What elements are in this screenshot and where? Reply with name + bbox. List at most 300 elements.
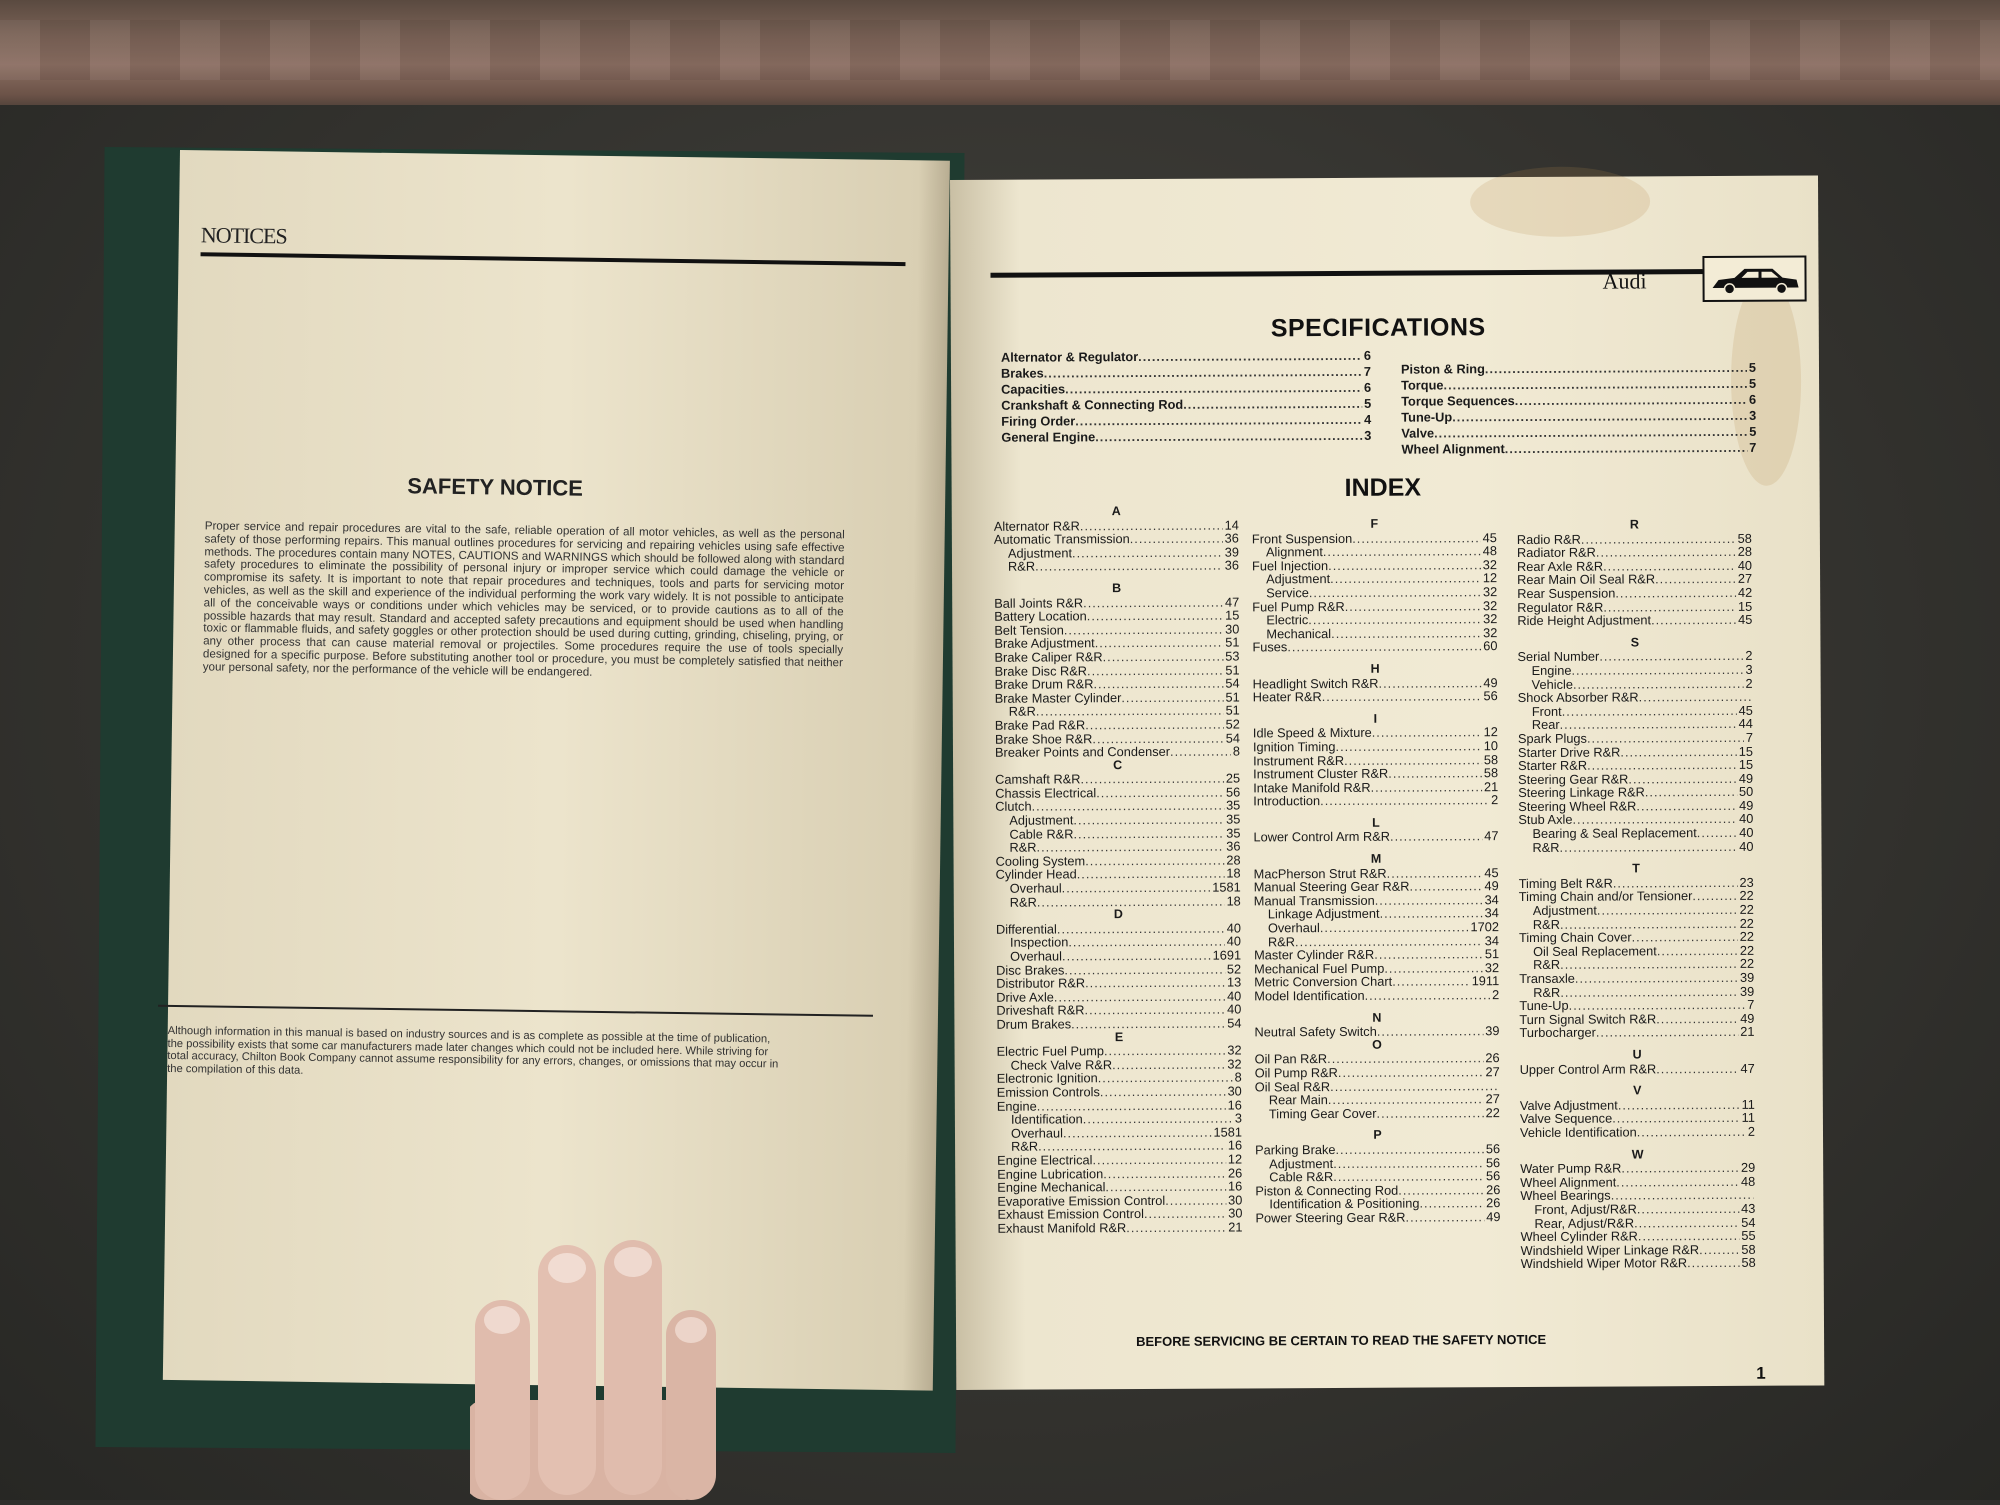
leader-dots <box>1098 1071 1233 1085</box>
entry-title: R&R <box>1532 916 1560 932</box>
leader-dots <box>1384 961 1483 975</box>
index-entry <box>1519 916 1754 931</box>
entry-title: Fuel Pump R&R <box>1252 598 1345 614</box>
entry-page-number: 52 <box>1225 716 1240 732</box>
leader-dots <box>1037 1098 1226 1113</box>
index-entry <box>1254 934 1499 949</box>
entry-page-number: 22 <box>1485 1104 1500 1120</box>
letter-heading-text: S <box>1630 635 1640 650</box>
leader-dots <box>1375 893 1483 907</box>
entry-page-number: 56 <box>1485 1154 1501 1170</box>
leader-dots <box>1452 408 1747 426</box>
entry-title: Oil Pump R&R <box>1254 1064 1338 1081</box>
index-entry <box>994 622 1239 637</box>
index-entry <box>997 1139 1242 1154</box>
index-letter-heading <box>994 581 1239 596</box>
entry-title: Instrument Cluster R&R <box>1253 765 1389 782</box>
leader-dots <box>1632 930 1738 944</box>
leader-dots <box>1073 826 1224 840</box>
leader-dots <box>1562 704 1737 719</box>
leader-dots <box>1103 1166 1226 1180</box>
index-entry <box>1252 531 1497 546</box>
leader-dots <box>1126 1220 1226 1234</box>
entry-title: Front, Adjust/R&R <box>1534 1201 1637 1217</box>
entry-title: Automatic Transmission <box>993 531 1130 547</box>
entry-page-number: 32 <box>1483 611 1498 627</box>
entry-title: Alignment <box>1265 544 1323 560</box>
entry-page-number: 3 <box>1745 661 1753 677</box>
entry-title: Headlight Switch R&R <box>1252 675 1379 691</box>
entry-title: Disc Brakes <box>996 962 1065 978</box>
leader-dots <box>1105 1180 1226 1194</box>
entry-title: Radiator R&R <box>1516 544 1596 561</box>
entry-page-number: 6 <box>1363 379 1372 395</box>
index-column-2 <box>1252 517 1501 1225</box>
car-icon <box>1702 256 1806 303</box>
entry-title: Tune-Up <box>1401 409 1453 425</box>
entry-page-number: 58 <box>1737 530 1752 546</box>
entry-title: Ball Joints R&R <box>994 594 1084 611</box>
entry-title: Piston & Ring <box>1400 361 1485 377</box>
index-entry <box>996 1003 1241 1018</box>
entry-page-number: 51 <box>1225 662 1240 678</box>
leader-dots <box>1387 866 1483 880</box>
leader-dots <box>1434 424 1747 442</box>
entry-title: Distributor R&R <box>996 975 1086 991</box>
leader-dots <box>1639 690 1751 704</box>
index-entry <box>997 1084 1242 1099</box>
leader-dots <box>1638 1229 1739 1243</box>
index-entry <box>1252 585 1497 600</box>
entry-title: Valve Sequence <box>1519 1110 1613 1127</box>
leader-dots <box>1130 532 1223 546</box>
entry-title: Brake Disc R&R <box>994 662 1088 679</box>
index-entry <box>1520 1061 1755 1076</box>
leader-dots <box>1104 1044 1225 1058</box>
leader-dots <box>1637 1202 1739 1216</box>
leader-dots <box>1087 609 1223 623</box>
entry-page-number: 8 <box>1232 743 1241 759</box>
entry-page-number: 32 <box>1482 584 1498 600</box>
entry-title: Timing Belt R&R <box>1518 875 1613 891</box>
entry-page-number: 47 <box>1224 594 1240 610</box>
leader-dots <box>1183 396 1362 413</box>
letter-heading-text: E <box>1114 1029 1124 1044</box>
leader-dots <box>1571 663 1743 677</box>
index-entry <box>995 663 1240 678</box>
leader-dots <box>1687 1256 1739 1270</box>
index-letter-heading <box>1255 1038 1500 1053</box>
index-entry <box>1521 1256 1756 1271</box>
leader-dots <box>1063 1125 1212 1139</box>
entry-page-number: 56 <box>1485 1141 1501 1157</box>
leader-dots <box>1080 518 1223 532</box>
water-stain <box>1470 166 1650 237</box>
entry-page-number: 32 <box>1227 1042 1242 1058</box>
entry-page-number: 21 <box>1228 1219 1243 1235</box>
leader-dots <box>1616 1175 1739 1189</box>
leader-dots <box>1103 650 1224 664</box>
index-letter-heading <box>1253 662 1498 677</box>
entry-title: Adjustment <box>1532 902 1597 918</box>
entry-page-number: 54 <box>1741 1214 1756 1230</box>
entry-title: Brake Pad R&R <box>994 717 1086 733</box>
footer-note: BEFORE SERVICING BE CERTAIN TO READ THE SAFETY NOTICE <box>1136 1331 1547 1350</box>
index-entry <box>1520 1215 1755 1230</box>
entry-page-number: 49 <box>1740 1010 1755 1026</box>
brand-label: Audi <box>1602 268 1647 294</box>
leader-dots <box>1323 544 1481 558</box>
entry-page-number: 40 <box>1739 838 1754 854</box>
entry-page-number: 56 <box>1483 688 1498 704</box>
leader-dots <box>1035 559 1223 574</box>
index-letter-heading <box>1252 517 1497 532</box>
index-entry <box>1255 1210 1500 1225</box>
entry-page-number: 45 <box>1738 611 1753 628</box>
entry-page-number: 52 <box>1226 961 1242 977</box>
entry-title: Manual Transmission <box>1253 892 1375 909</box>
entry-title: Electronic Ignition <box>996 1070 1098 1087</box>
index-entry <box>1517 649 1752 664</box>
leader-dots <box>1322 689 1482 703</box>
letter-heading-text: H <box>1370 661 1380 676</box>
index-entry <box>996 881 1241 896</box>
entry-title: Service <box>1266 585 1309 601</box>
specifications-list-left <box>1001 348 1371 446</box>
entry-title: Torque <box>1401 377 1444 393</box>
entry-page-number: 40 <box>1227 988 1242 1004</box>
leader-dots <box>1405 1210 1484 1224</box>
entry-page-number: 15 <box>1738 756 1754 772</box>
entry-page-number: 2 <box>1745 675 1753 691</box>
entry-title: Overhaul <box>1010 1125 1063 1141</box>
leader-dots <box>1112 1057 1225 1071</box>
entry-title: Wheel Alignment <box>1520 1174 1617 1190</box>
entry-title: Valve Adjustment <box>1519 1097 1618 1113</box>
entry-page-number: 60 <box>1483 638 1498 654</box>
entry-page-number: 1911 <box>1471 973 1500 989</box>
entry-page-number: 35 <box>1226 797 1241 814</box>
entry-page-number: 5 <box>1364 395 1372 411</box>
entry-page-number: 32 <box>1227 1056 1242 1072</box>
index-entry <box>996 867 1241 882</box>
leader-dots <box>1599 649 1743 663</box>
entry-title: Turbocharger <box>1519 1025 1596 1041</box>
index-entry <box>1252 626 1497 641</box>
entry-page-number: 27 <box>1485 1064 1500 1080</box>
entry-page-number: 23 <box>1739 874 1754 890</box>
leader-dots <box>1330 1079 1498 1093</box>
entry-page-number: 15 <box>1738 743 1754 759</box>
entry-page-number: 11 <box>1741 1096 1755 1112</box>
entry-title: Radio R&R <box>1516 531 1581 547</box>
entry-title: Driveshaft R&R <box>996 1002 1085 1019</box>
entry-page-number: 26 <box>1485 1050 1500 1066</box>
leader-dots <box>1560 717 1737 732</box>
leader-dots <box>1515 392 1747 409</box>
entry-title: Water Pump R&R <box>1520 1160 1622 1177</box>
entry-title: R&R <box>1011 1138 1039 1155</box>
entry-page-number: 58 <box>1741 1255 1756 1271</box>
entry-title: Rear Axle R&R <box>1516 558 1604 574</box>
index-entry <box>1254 988 1499 1003</box>
leader-dots <box>1596 545 1736 559</box>
letter-heading-text: M <box>1370 851 1382 866</box>
index-entry <box>1252 612 1497 627</box>
leader-dots <box>1036 840 1224 855</box>
leader-dots <box>1083 595 1223 609</box>
entry-title: Engine Electrical <box>997 1152 1093 1168</box>
leader-dots <box>1388 766 1482 780</box>
letter-heading-text: L <box>1372 815 1380 830</box>
entry-page-number: 54 <box>1225 729 1240 746</box>
entry-title: R&R <box>1533 957 1561 973</box>
leader-dots <box>1065 380 1362 398</box>
entry-title: Oil Seal R&R <box>1254 1078 1331 1094</box>
index-entry <box>1401 360 1756 378</box>
page-number: 1 <box>1756 1363 1766 1383</box>
entry-title: Windshield Wiper Motor R&R <box>1520 1255 1688 1272</box>
leader-dots <box>1170 745 1231 759</box>
index-entry <box>1520 1202 1755 1217</box>
entry-page-number: 49 <box>1738 770 1754 786</box>
leader-dots <box>1068 935 1224 949</box>
entry-title: Exhaust Manifold R&R <box>997 1219 1127 1236</box>
leader-dots <box>1603 599 1736 613</box>
leader-dots <box>1377 1024 1483 1038</box>
leader-dots <box>1657 944 1738 958</box>
leader-dots <box>1085 853 1224 867</box>
leader-dots <box>1621 1161 1739 1175</box>
leader-dots <box>1651 613 1736 627</box>
letter-heading-text: A <box>1111 504 1121 519</box>
leader-dots <box>1121 690 1223 704</box>
entry-page-number: 39 <box>1224 544 1239 560</box>
entry-title: R&R <box>1009 894 1037 910</box>
index-entry <box>1254 920 1499 935</box>
entry-title: Heater R&R <box>1252 689 1322 705</box>
index-entry <box>1518 839 1753 854</box>
entry-title: Identification <box>1010 1111 1083 1127</box>
entry-title: Linkage Adjustment <box>1267 906 1380 922</box>
letter-heading-text: C <box>1113 757 1123 772</box>
index-entry <box>994 595 1239 610</box>
leader-dots <box>1054 989 1225 1003</box>
leader-dots <box>1569 998 1746 1013</box>
index-entry <box>1401 392 1756 410</box>
index-entry <box>1401 408 1756 426</box>
index-entry <box>1253 689 1498 704</box>
entry-title: Power Steering Gear R&R <box>1255 1209 1406 1226</box>
leader-dots <box>1587 758 1737 772</box>
index-entry <box>996 976 1241 991</box>
index-entry <box>997 1112 1242 1127</box>
entry-title: Inspection <box>1009 934 1069 951</box>
entry-title: Overhaul <box>1010 948 1063 964</box>
entry-page-number: 28 <box>1737 543 1752 560</box>
entry-page-number: 12 <box>1227 1151 1243 1167</box>
index-entry <box>1518 744 1753 759</box>
letter-heading-text: B <box>1112 581 1122 596</box>
index-entry <box>1255 1065 1500 1080</box>
leader-dots <box>1656 1012 1738 1026</box>
leader-dots <box>1333 1156 1484 1170</box>
entry-page-number: 40 <box>1226 933 1242 949</box>
entry-title: Oil Pan R&R <box>1254 1051 1328 1067</box>
entry-title: Overhaul <box>1009 880 1062 896</box>
entry-page-number: 39 <box>1485 1023 1500 1039</box>
leader-dots <box>1320 920 1469 934</box>
entry-page-number: 58 <box>1483 765 1499 781</box>
index-entry <box>997 1098 1242 1113</box>
entry-page-number: 2 <box>1747 1123 1756 1139</box>
letter-heading-text: W <box>1631 1146 1644 1161</box>
entry-title: Master Cylinder R&R <box>1254 947 1375 963</box>
entry-page-number: 55 <box>1741 1227 1756 1243</box>
leader-dots <box>1344 753 1482 767</box>
entry-title: R&R <box>1007 558 1036 575</box>
index-entry <box>1254 879 1499 894</box>
leader-dots <box>1095 428 1362 445</box>
leader-dots <box>1138 348 1362 365</box>
leader-dots <box>1338 1065 1484 1079</box>
entry-page-number: 54 <box>1225 675 1240 691</box>
leader-dots <box>1697 826 1738 840</box>
leader-dots <box>1038 1139 1226 1154</box>
entry-title: Wheel Bearings <box>1520 1187 1611 1204</box>
entry-title: Cylinder Head <box>995 866 1077 883</box>
index-entry <box>1517 572 1752 587</box>
index-entry <box>994 649 1239 664</box>
letter-heading-text: T <box>1632 861 1640 876</box>
leader-dots <box>1100 1085 1226 1099</box>
entry-title: Timing Chain and/or Tensioner <box>1518 888 1693 905</box>
entry-title: Starter Drive R&R <box>1517 743 1621 760</box>
entry-title: Capacities <box>1001 381 1066 397</box>
index-entry <box>1518 826 1753 841</box>
entry-page-number: 43 <box>1741 1200 1756 1216</box>
index-letter-heading <box>995 758 1240 773</box>
entry-title: Steering Gear R&R <box>1518 771 1629 787</box>
leader-dots <box>1380 907 1483 921</box>
leader-dots <box>1085 717 1224 731</box>
entry-title: Brake Shoe R&R <box>994 730 1093 747</box>
index-entry <box>994 609 1239 624</box>
entry-page-number: 32 <box>1482 556 1498 572</box>
entry-page-number: 7 <box>1363 363 1372 379</box>
index-letter-heading <box>1520 1084 1755 1099</box>
index-entry <box>1520 1188 1755 1203</box>
entry-page-number: 5 <box>1748 359 1757 375</box>
entry-page-number: 7 <box>1749 439 1757 455</box>
entry-page-number: 51 <box>1225 689 1240 705</box>
entry-page-number: 30 <box>1227 1083 1242 1099</box>
entry-page-number: 51 <box>1484 946 1500 962</box>
entry-page-number: 22 <box>1739 915 1754 931</box>
entry-title: Piston & Connecting Rod <box>1255 1182 1399 1199</box>
leader-dots <box>1036 704 1224 719</box>
entry-title: Lower Control Arm R&R <box>1253 829 1391 845</box>
entry-title: Exhaust Emission Control <box>997 1206 1144 1223</box>
entry-page-number: 14 <box>1224 517 1239 533</box>
entry-title: Engine Mechanical <box>997 1179 1106 1195</box>
entry-page-number: 36 <box>1224 557 1240 573</box>
index-letter-heading <box>1253 712 1498 727</box>
leader-dots <box>1419 1197 1484 1211</box>
entry-page-number: 35 <box>1226 825 1241 841</box>
entry-page-number: 11 <box>1741 1110 1755 1126</box>
index-entry <box>1001 380 1371 398</box>
entry-page-number: 4 <box>1364 411 1372 427</box>
index-entry <box>1401 376 1756 394</box>
entry-page-number: 1691 <box>1212 947 1242 963</box>
entry-page-number: 22 <box>1739 942 1755 958</box>
entry-title: Steering Linkage R&R <box>1518 784 1645 801</box>
letter-heading-text: U <box>1632 1047 1642 1062</box>
hand-fingers <box>470 1220 750 1500</box>
index-letter-heading <box>996 1030 1241 1045</box>
entry-title: Cable R&R <box>1009 826 1074 842</box>
entry-title: Differential <box>995 921 1057 937</box>
entry-page-number <box>1753 1188 1755 1202</box>
leader-dots <box>1378 676 1481 690</box>
leader-dots <box>1096 785 1224 799</box>
left-page <box>163 150 950 1391</box>
entry-page-number: 32 <box>1484 959 1500 976</box>
leader-dots <box>1335 1142 1483 1156</box>
index-entry <box>1520 1175 1755 1190</box>
index-entry <box>994 532 1239 547</box>
entry-page-number: 26 <box>1227 1164 1243 1181</box>
entry-page-number: 49 <box>1739 797 1754 813</box>
index-entry <box>995 813 1240 828</box>
leader-dots <box>1612 1111 1740 1125</box>
letter-heading-text: O <box>1372 1037 1382 1052</box>
index-entry <box>1401 440 1756 458</box>
entry-title: Brakes <box>1000 365 1044 381</box>
index-letter-heading <box>1517 636 1752 651</box>
entry-page-number: 22 <box>1739 956 1755 972</box>
leader-dots <box>1073 813 1224 827</box>
index-letter-heading <box>1254 1011 1499 1026</box>
index-entry <box>1255 1079 1500 1094</box>
letter-heading-text: R <box>1629 517 1639 532</box>
leader-dots <box>1575 971 1738 985</box>
leader-dots <box>1655 572 1736 586</box>
entry-page-number: 49 <box>1484 878 1499 894</box>
index-entry <box>1001 412 1371 430</box>
entry-page-number: 45 <box>1484 864 1499 880</box>
index-title: INDEX <box>1344 473 1422 502</box>
entry-title: Overhaul <box>1267 920 1320 936</box>
entry-title: Steering Wheel R&R <box>1518 798 1637 814</box>
entry-title: General Engine <box>1001 429 1096 445</box>
entry-title: Wheel Alignment <box>1401 441 1505 457</box>
leader-dots <box>1085 1003 1226 1017</box>
letter-heading-text: N <box>1372 1010 1382 1025</box>
entry-title: Shock Absorber R&R <box>1517 689 1639 706</box>
entry-title: Adjustment <box>1266 571 1331 587</box>
entry-title: Battery Location <box>994 608 1087 624</box>
index-entry <box>1520 1161 1755 1176</box>
leader-dots <box>1144 1207 1226 1221</box>
specifications-list-right <box>1401 360 1756 458</box>
entry-page-number: 22 <box>1739 888 1754 904</box>
entry-title: Engine <box>996 1098 1037 1114</box>
index-entry <box>997 1152 1242 1167</box>
entry-page-number: 45 <box>1482 529 1497 545</box>
entry-page-number: 7 <box>1745 729 1753 745</box>
